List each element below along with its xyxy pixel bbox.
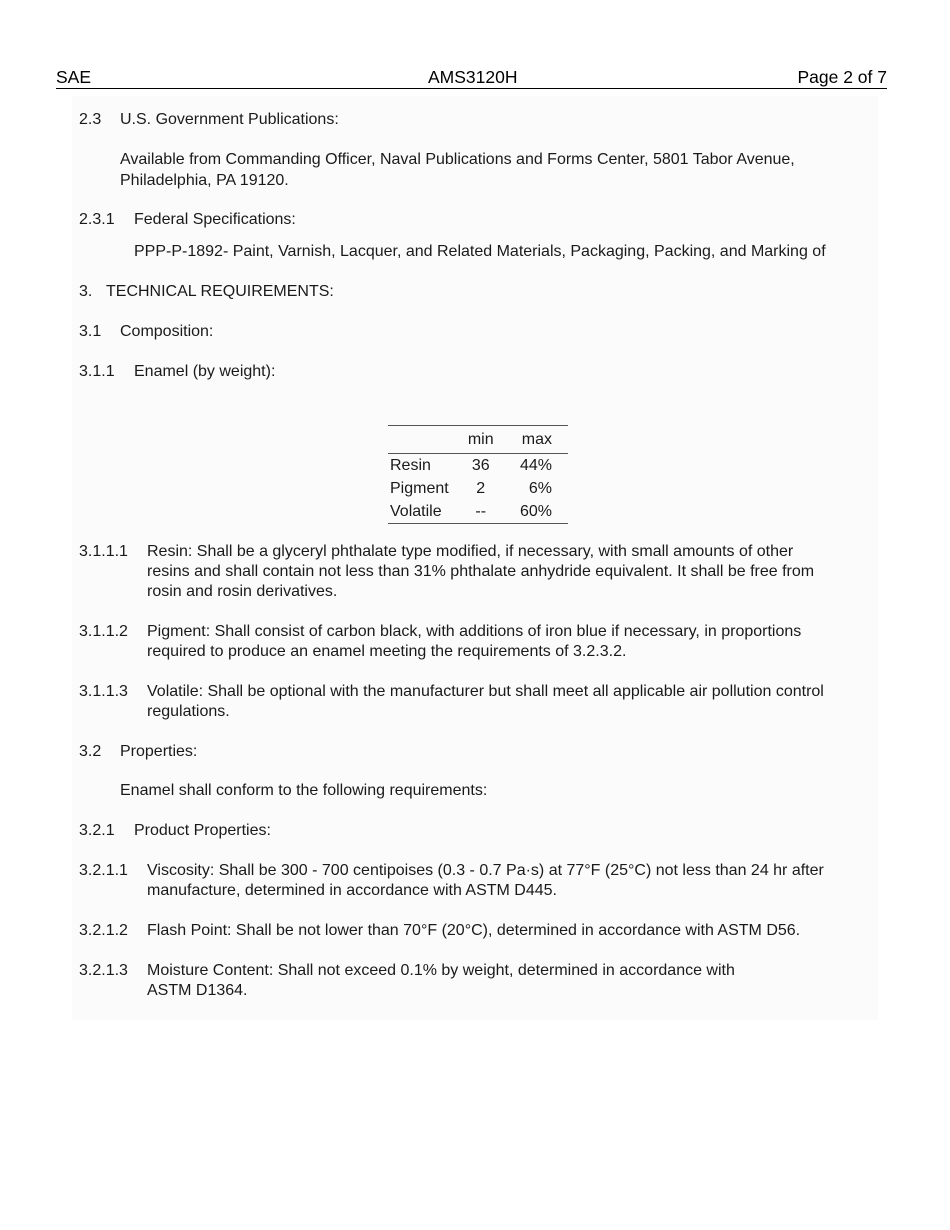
section-3-2-1-3-line: Moisture Content: Shall not exceed 0.1% by weight, determined in accordance with bbox=[147, 962, 735, 979]
section-3-1-1-2-line: Pigment: Shall consist of carbon black, with additions of iron blue if necessary, in proportions bbox=[147, 623, 802, 640]
section-3-1-1-1-line: rosin and rosin derivatives. bbox=[147, 583, 338, 600]
section-3-2-1-title: Product Properties: bbox=[134, 822, 271, 839]
section-2-3-body-line: Philadelphia, PA 19120. bbox=[120, 172, 289, 189]
table-header-row bbox=[388, 426, 568, 454]
section-3-1-1-1-number: 3.1.1.1 bbox=[79, 543, 128, 560]
table-cell: 2 bbox=[476, 480, 486, 497]
section-3-number: 3. bbox=[79, 283, 93, 300]
section-2-3-title: U.S. Government Publications: bbox=[120, 111, 339, 128]
section-2-3-1-title: Federal Specifications: bbox=[134, 211, 296, 228]
section-3-title: TECHNICAL REQUIREMENTS: bbox=[106, 283, 334, 300]
header-page-number: Page 2 of 7 bbox=[797, 67, 887, 87]
section-3-2-1-2-number: 3.2.1.2 bbox=[79, 922, 128, 939]
section-3-2-1-number: 3.2.1 bbox=[79, 822, 115, 839]
table-row bbox=[388, 500, 568, 524]
section-2-3-1-body: PPP-P-1892- Paint, Varnish, Lacquer, and Related Materials, Packaging, Packing, and Marking of bbox=[134, 243, 826, 260]
header-doc-number: AMS3120H bbox=[428, 67, 518, 87]
section-3-1-1-2-line: required to produce an enamel meeting the requirements of 3.2.3.2. bbox=[147, 643, 627, 660]
header-org: SAE bbox=[56, 67, 92, 87]
section-3-2-1-2-line: Flash Point: Shall be not lower than 70°F (20°C), determined in accordance with ASTM D56. bbox=[147, 922, 801, 939]
table-header-cell: max bbox=[521, 431, 552, 448]
page-header bbox=[56, 66, 887, 89]
section-3-1-1-3-line: regulations. bbox=[147, 703, 230, 720]
section-3-1-title: Composition: bbox=[120, 323, 214, 340]
table-cell: -- bbox=[475, 503, 487, 520]
section-3-1-1-number: 3.1.1 bbox=[79, 363, 115, 380]
section-3-2-1-3-line: ASTM D1364. bbox=[147, 982, 248, 999]
table-cell: 60% bbox=[519, 503, 552, 520]
section-3-1-1-title: Enamel (by weight): bbox=[134, 363, 276, 380]
table-cell: Volatile bbox=[390, 503, 442, 520]
section-3-2-1-1-line: Viscosity: Shall be 300 - 700 centipoises (0.3 - 0.7 Pa·s) at 77°F (25°C) not less than 24 hr after bbox=[147, 862, 824, 879]
section-2-3-1-number: 2.3.1 bbox=[79, 211, 115, 228]
section-3-1-number: 3.1 bbox=[79, 323, 102, 340]
section-3-1-1-1-line: resins and shall contain not less than 31% phthalate anhydride equivalent. It shall be free from bbox=[147, 563, 815, 580]
section-3-2-1-1-line: manufacture, determined in accordance with ASTM D445. bbox=[147, 882, 557, 899]
table-cell: 36 bbox=[471, 457, 490, 474]
section-3-1-1-2-number: 3.1.1.2 bbox=[79, 623, 128, 640]
section-2-3-body-line: Available from Commanding Officer, Naval Publications and Forms Center, 5801 Tabor Avenue, bbox=[120, 151, 795, 168]
section-3-1-1-1-line: Resin: Shall be a glyceryl phthalate type modified, if necessary, with small amounts of other bbox=[147, 543, 794, 560]
table-cell: Resin bbox=[390, 457, 431, 474]
table-cell: Pigment bbox=[390, 480, 449, 497]
section-2-3-number: 2.3 bbox=[79, 111, 102, 128]
table-row bbox=[388, 477, 568, 500]
section-3-2-title: Properties: bbox=[120, 743, 198, 760]
table-header-cell: min bbox=[467, 431, 494, 448]
table-cell: 44% bbox=[519, 457, 552, 474]
table-cell: 6% bbox=[528, 480, 552, 497]
section-3-1-1-3-line: Volatile: Shall be optional with the manufacturer but shall meet all applicable air pollution control bbox=[147, 683, 824, 700]
section-3-2-number: 3.2 bbox=[79, 743, 102, 760]
section-3-2-body: Enamel shall conform to the following requirements: bbox=[120, 782, 488, 799]
table-row bbox=[388, 454, 568, 478]
section-3-2-1-1-number: 3.2.1.1 bbox=[79, 862, 128, 879]
section-3-2-1-3-number: 3.2.1.3 bbox=[79, 962, 128, 979]
enamel-composition-table bbox=[388, 425, 568, 524]
section-3-1-1-3-number: 3.1.1.3 bbox=[79, 683, 128, 700]
table-header-cell bbox=[388, 426, 461, 454]
